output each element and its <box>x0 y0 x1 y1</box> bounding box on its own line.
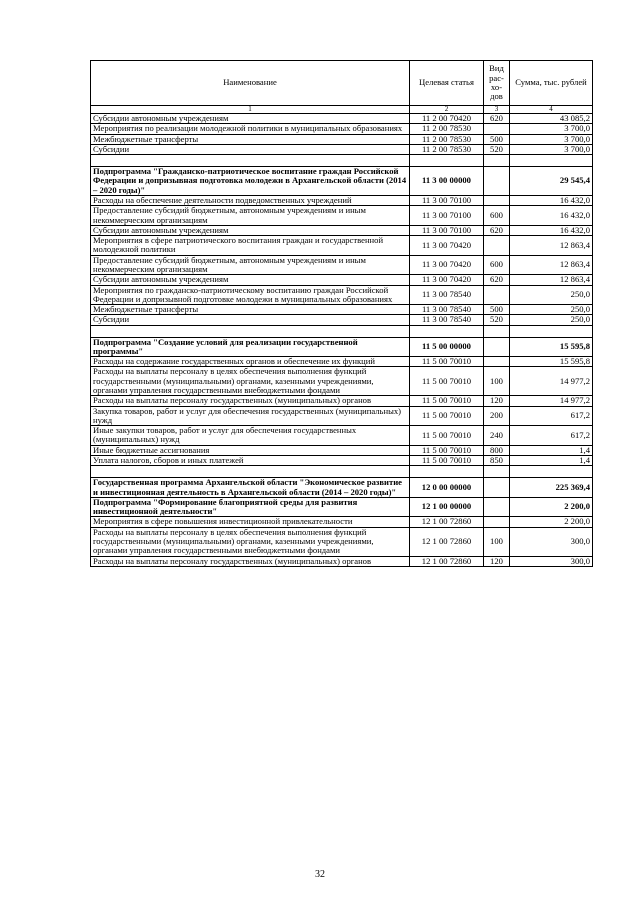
column-number: 3 <box>484 106 510 114</box>
sum-cell: 617,2 <box>510 406 593 426</box>
code-cell: 11 3 00 70100 <box>410 195 484 205</box>
code-cell: 11 3 00 70100 <box>410 206 484 226</box>
table-row <box>91 305 593 315</box>
table-row <box>91 195 593 205</box>
code-cell: 12 1 00 00000 <box>410 497 484 517</box>
sum-cell: 617,2 <box>510 426 593 446</box>
table-row <box>91 206 593 226</box>
spacer-row <box>91 155 593 167</box>
sum-cell: 16 432,0 <box>510 195 593 205</box>
table-row <box>91 527 593 556</box>
code-cell: 11 5 00 70010 <box>410 406 484 426</box>
code-cell: 11 5 00 70010 <box>410 426 484 446</box>
sum-cell: 1,4 <box>510 445 593 455</box>
code-cell: 11 5 00 70010 <box>410 445 484 455</box>
name-cell: Субсидии <box>91 315 410 325</box>
table-row <box>91 114 593 124</box>
vid-cell <box>484 497 510 517</box>
empty-cell <box>410 325 484 337</box>
column-number: 2 <box>410 106 484 114</box>
vid-cell: 500 <box>484 134 510 144</box>
vid-cell: 620 <box>484 275 510 285</box>
table-row <box>91 225 593 235</box>
table-row <box>91 445 593 455</box>
sum-cell: 29 545,4 <box>510 167 593 196</box>
sum-cell: 2 200,0 <box>510 517 593 527</box>
table-row <box>91 255 593 275</box>
page-number: 32 <box>315 869 325 880</box>
empty-cell <box>484 325 510 337</box>
name-cell: Мероприятия в сфере патриотического воспитания граждан и государственной молодежной политики <box>91 236 410 256</box>
table-body <box>91 114 593 567</box>
name-cell: Подпрограмма "Создание условий для реализации государственной программы" <box>91 337 410 357</box>
vid-cell: 520 <box>484 315 510 325</box>
vid-cell: 240 <box>484 426 510 446</box>
vid-cell: 800 <box>484 445 510 455</box>
table-row <box>91 236 593 256</box>
code-cell: 12 1 00 72860 <box>410 517 484 527</box>
table-row <box>91 315 593 325</box>
vid-cell <box>484 195 510 205</box>
name-cell: Мероприятия по реализации молодежной политики в муниципальных образованиях <box>91 124 410 134</box>
code-cell: 11 3 00 00000 <box>410 167 484 196</box>
code-cell: 11 3 00 78540 <box>410 315 484 325</box>
empty-cell <box>510 155 593 167</box>
name-cell: Мероприятия в сфере повышения инвестиционной привлекательности <box>91 517 410 527</box>
table-row <box>91 456 593 466</box>
name-cell: Расходы на выплаты персоналу государственных (муниципальных) органов <box>91 396 410 406</box>
code-cell: 11 2 00 78530 <box>410 134 484 144</box>
name-cell: Мероприятия по гражданско-патриотическому воспитанию граждан Российской Федерации и допризывной подготовке молодежи в муниципальных образованиях <box>91 285 410 305</box>
name-cell: Межбюджетные трансферты <box>91 134 410 144</box>
code-cell: 11 2 00 78530 <box>410 144 484 154</box>
header-sum: Сумма, тыс. рублей <box>510 61 593 106</box>
header-vid: Вид рас-хо-дов <box>484 61 510 106</box>
table-row <box>91 285 593 305</box>
vid-cell: 620 <box>484 225 510 235</box>
name-cell: Подпрограмма "Гражданско-патриотическое воспитание граждан Российской Федерации и допризывная подготовка молодежи в Архангельской области (2014 – 2020 годы)" <box>91 167 410 196</box>
code-cell: 12 1 00 72860 <box>410 527 484 556</box>
vid-cell: 600 <box>484 206 510 226</box>
code-cell: 12 0 00 00000 <box>410 478 484 498</box>
vid-cell <box>484 337 510 357</box>
vid-cell <box>484 357 510 367</box>
vid-cell <box>484 236 510 256</box>
vid-cell <box>484 478 510 498</box>
table-row <box>91 167 593 196</box>
column-number: 1 <box>91 106 410 114</box>
sum-cell: 225 369,4 <box>510 478 593 498</box>
sum-cell: 250,0 <box>510 305 593 315</box>
spacer-row <box>91 466 593 478</box>
name-cell: Расходы на выплаты персоналу в целях обеспечения выполнения функций государственными (муниципальными) органами, казенными учреждениями, органами управления государственными внебюджетными фондами <box>91 527 410 556</box>
name-cell: Государственная программа Архангельской области "Экономическое развитие и инвестиционная деятельность в Архангельской области (2014 – 2020 годы)" <box>91 478 410 498</box>
name-cell: Иные бюджетные ассигнования <box>91 445 410 455</box>
sum-cell: 3 700,0 <box>510 124 593 134</box>
code-cell: 11 3 00 70100 <box>410 225 484 235</box>
sum-cell: 14 977,2 <box>510 396 593 406</box>
name-cell: Расходы на содержание государственных органов и обеспечение их функций <box>91 357 410 367</box>
code-cell: 11 3 00 70420 <box>410 236 484 256</box>
vid-cell: 100 <box>484 527 510 556</box>
vid-cell: 500 <box>484 305 510 315</box>
empty-cell <box>91 325 410 337</box>
empty-cell <box>91 155 410 167</box>
vid-cell: 620 <box>484 114 510 124</box>
sum-cell: 12 863,4 <box>510 255 593 275</box>
sum-cell: 16 432,0 <box>510 225 593 235</box>
vid-cell: 120 <box>484 396 510 406</box>
sum-cell: 1,4 <box>510 456 593 466</box>
name-cell: Предоставление субсидий бюджетным, автономным учреждениям и иным некоммерческим организациям <box>91 255 410 275</box>
code-cell: 11 3 00 78540 <box>410 305 484 315</box>
empty-cell <box>484 466 510 478</box>
sum-cell: 300,0 <box>510 556 593 566</box>
sum-cell: 2 200,0 <box>510 497 593 517</box>
empty-cell <box>484 155 510 167</box>
name-cell: Расходы на выплаты персоналу в целях обеспечения выполнения функций государственными (муниципальными) органами, казенными учреждениями, органами управления государственными внебюджетными фондами <box>91 367 410 396</box>
vid-cell: 600 <box>484 255 510 275</box>
sum-cell: 3 700,0 <box>510 144 593 154</box>
table-header <box>91 61 593 114</box>
code-cell: 11 5 00 70010 <box>410 357 484 367</box>
table-row <box>91 357 593 367</box>
name-cell: Закупка товаров, работ и услуг для обеспечения государственных (муниципальных) нужд <box>91 406 410 426</box>
name-cell: Субсидии автономным учреждениям <box>91 225 410 235</box>
table-row <box>91 497 593 517</box>
empty-cell <box>410 155 484 167</box>
code-cell: 11 3 00 70420 <box>410 275 484 285</box>
name-cell: Подпрограмма "Формирование благоприятной среды для развития инвестиционной деятельности" <box>91 497 410 517</box>
name-cell: Субсидии автономным учреждениям <box>91 275 410 285</box>
code-cell: 11 5 00 70010 <box>410 456 484 466</box>
code-cell: 11 2 00 70420 <box>410 114 484 124</box>
table-row <box>91 406 593 426</box>
table-row <box>91 517 593 527</box>
sum-cell: 12 863,4 <box>510 275 593 285</box>
sum-cell: 15 595,8 <box>510 337 593 357</box>
sum-cell: 14 977,2 <box>510 367 593 396</box>
vid-cell: 100 <box>484 367 510 396</box>
empty-cell <box>410 466 484 478</box>
table-row <box>91 144 593 154</box>
name-cell: Уплата налогов, сборов и иных платежей <box>91 456 410 466</box>
spacer-row <box>91 325 593 337</box>
table-row <box>91 396 593 406</box>
table-row <box>91 337 593 357</box>
sum-cell: 15 595,8 <box>510 357 593 367</box>
code-cell: 11 5 00 70010 <box>410 396 484 406</box>
vid-cell <box>484 517 510 527</box>
column-number: 4 <box>510 106 593 114</box>
table-row <box>91 367 593 396</box>
name-cell: Субсидии автономным учреждениям <box>91 114 410 124</box>
sum-cell: 250,0 <box>510 285 593 305</box>
vid-cell: 850 <box>484 456 510 466</box>
sum-cell: 3 700,0 <box>510 134 593 144</box>
vid-cell <box>484 167 510 196</box>
name-cell: Предоставление субсидий бюджетным, автономным учреждениям и иным некоммерческим организациям <box>91 206 410 226</box>
sum-cell: 12 863,4 <box>510 236 593 256</box>
code-cell: 11 5 00 00000 <box>410 337 484 357</box>
name-cell: Иные закупки товаров, работ и услуг для обеспечения государственных (муниципальных) нужд <box>91 426 410 446</box>
empty-cell <box>91 466 410 478</box>
name-cell: Межбюджетные трансферты <box>91 305 410 315</box>
empty-cell <box>510 325 593 337</box>
table-row <box>91 556 593 566</box>
code-cell: 11 3 00 78540 <box>410 285 484 305</box>
name-cell: Расходы на выплаты персоналу государственных (муниципальных) органов <box>91 556 410 566</box>
name-cell: Субсидии <box>91 144 410 154</box>
table-row <box>91 124 593 134</box>
vid-cell: 120 <box>484 556 510 566</box>
vid-cell <box>484 124 510 134</box>
table-row <box>91 134 593 144</box>
code-cell: 11 3 00 70420 <box>410 255 484 275</box>
vid-cell <box>484 285 510 305</box>
empty-cell <box>510 466 593 478</box>
header-name: Наименование <box>91 61 410 106</box>
budget-table <box>90 60 593 567</box>
sum-cell: 43 085,2 <box>510 114 593 124</box>
table-row <box>91 478 593 498</box>
sum-cell: 16 432,0 <box>510 206 593 226</box>
code-cell: 11 5 00 70010 <box>410 367 484 396</box>
name-cell: Расходы на обеспечение деятельности подведомственных учреждений <box>91 195 410 205</box>
table-row <box>91 426 593 446</box>
sum-cell: 250,0 <box>510 315 593 325</box>
code-cell: 11 2 00 78530 <box>410 124 484 134</box>
sum-cell: 300,0 <box>510 527 593 556</box>
header-code: Целевая статья <box>410 61 484 106</box>
code-cell: 12 1 00 72860 <box>410 556 484 566</box>
table-row <box>91 275 593 285</box>
vid-cell: 520 <box>484 144 510 154</box>
vid-cell: 200 <box>484 406 510 426</box>
